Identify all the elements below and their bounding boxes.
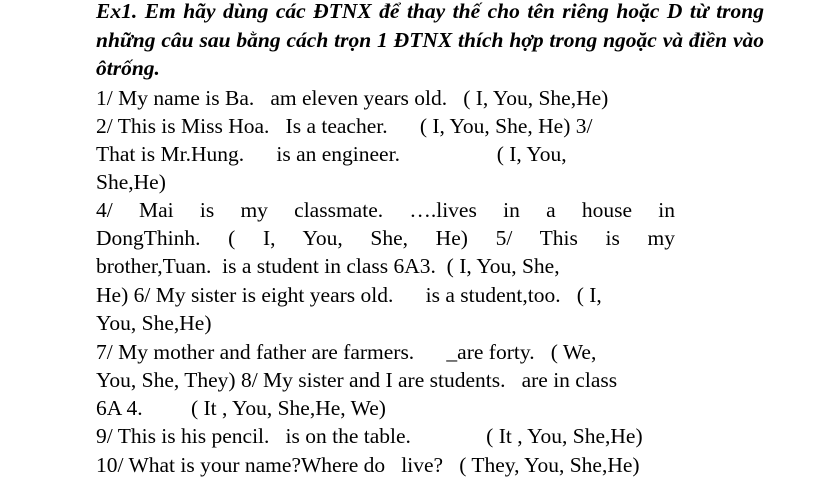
exercise-line-8: He) 6/ My sister is eight years old. is a student,too. ( I, (96, 283, 602, 307)
exercise-line-9: You, She,He) (96, 311, 212, 335)
exercise-line-3: That is Mr.Hung. is an engineer. ( I, You, (96, 142, 567, 166)
exercise-line-14: 10/ What is your name?Where do live? ( They, You, She,He) (96, 453, 640, 477)
exercise-line-6: DongThinh. ( I, You, She, He) 5/ This is my (96, 226, 675, 250)
exercise-line-5: 4/ Mai is my classmate. ….lives in a house in (96, 198, 675, 222)
exercise-line-7: brother,Tuan. is a student in class 6A3. ( I, You, She, (96, 254, 560, 278)
exercise-line-1: 1/ My name is Ba. am eleven years old. ( I, You, She,He) (96, 86, 609, 110)
exercise-line-11: You, She, They) 8/ My sister and I are students. are in class (96, 368, 618, 392)
exercise-line-4: She,He) (96, 170, 166, 194)
exercise-heading: Ex1. Em hãy dùng các ĐTNX để thay thế cho tên riêng hoặc D từ trong những câu sau bằng cách trọn 1 ĐTNX thích hợp trong ngoặc và điền vào ôtrống. (96, 0, 764, 80)
exercise-line-13: 9/ This is his pencil. is on the table. ( It , You, She,He) (96, 424, 643, 448)
exercise-line-12: 6A 4. ( It , You, She,He, We) (96, 396, 386, 420)
exercise-line-10: 7/ My mother and father are farmers. _are forty. ( We, (96, 340, 597, 364)
exercise-line-2: 2/ This is Miss Hoa. Is a teacher. ( I, You, She, He) 3/ (96, 114, 593, 138)
